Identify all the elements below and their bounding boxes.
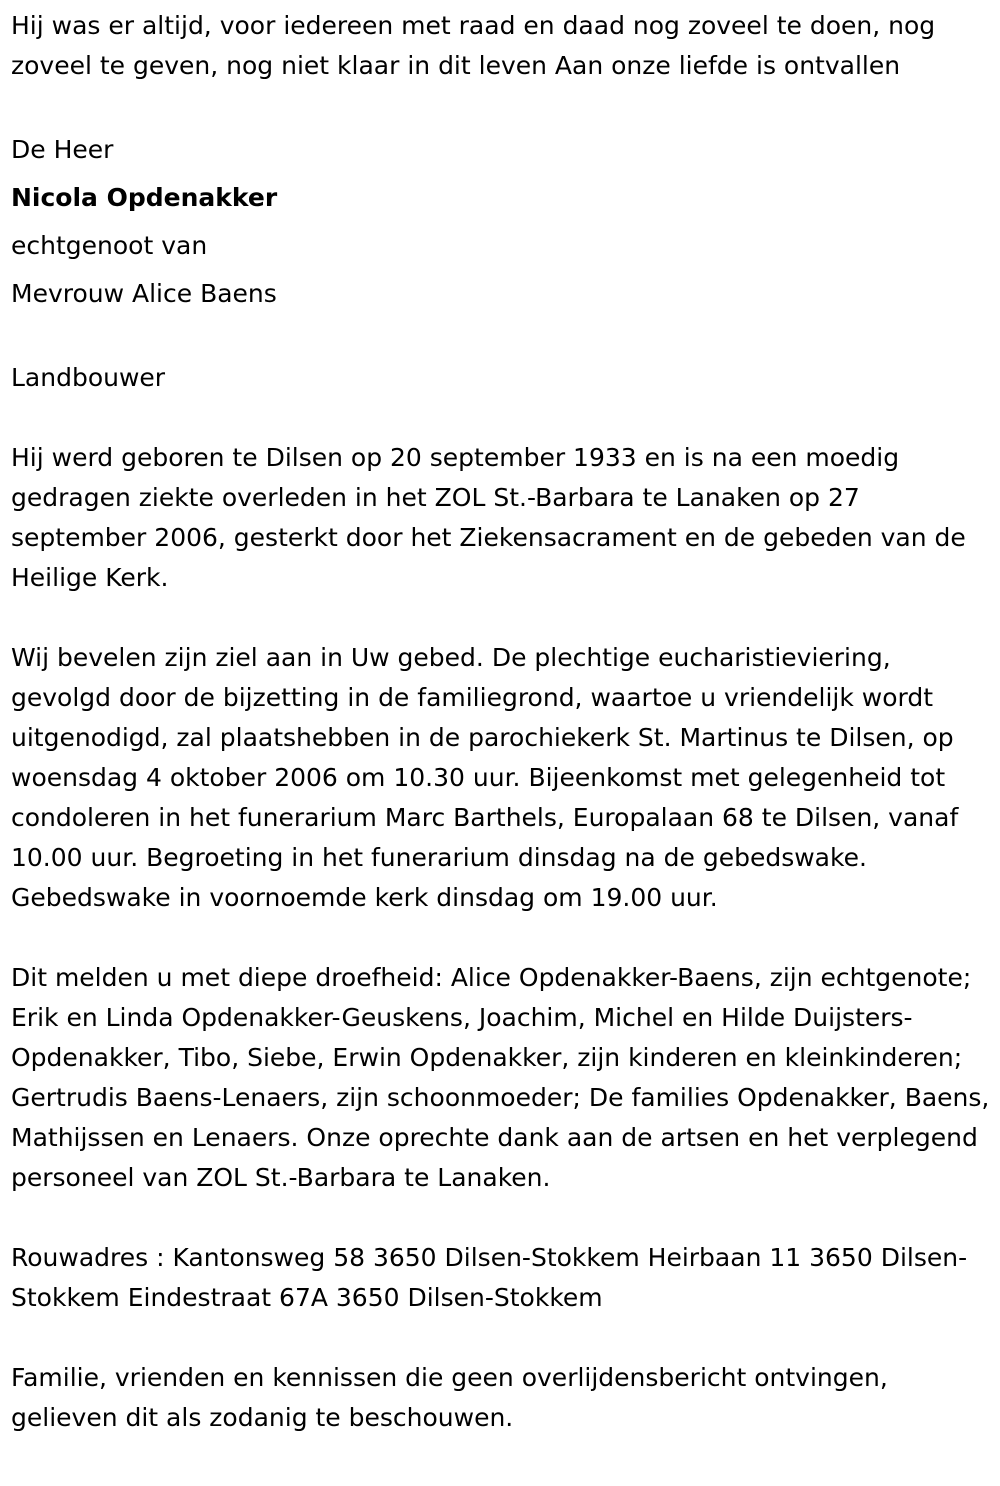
family-paragraph: Dit melden u met diepe droefheid: Alice Opdenakker-Baens, zijn echtgenote; Erik en Linda Opdenakker-Geuskens, Joachim, Michel en Hilde Duijsters-Opdenakker, Tibo, Siebe, Erwin Opdenakker, zijn kinderen en kleinkinderen; Gertrudis Baens-Lenaers, zijn schoonmoeder; De families Opdenakker, Baens, Mathijssen en Lenaers. Onze oprechte dank aan de artsen en het verplegend personeel van ZOL St.-Barbara te Lanaken. <box>11 963 990 1192</box>
spouse-prefix: echtgenoot van <box>11 231 208 260</box>
address-paragraph: Rouwadres : Kantonsweg 58 3650 Dilsen-Stokkem Heirbaan 11 3650 Dilsen-Stokkem Eindestraat 67A 3650 Dilsen-Stokkem <box>11 1243 968 1312</box>
ceremony-paragraph: Wij bevelen zijn ziel aan in Uw gebed. De plechtige eucharistieviering, gevolgd door de bijzetting in de familiegrond, waartoe u vriendelijk wordt uitgenodigd, zal plaatshebben in de parochiekerk St. Martinus te Dilsen, op woensdag 4 oktober 2006 om 10.30 uur. Bijeenkomst met gelegenheid tot condoleren in het funerarium Marc Barthels, Europalaan 68 te Dilsen, vanaf 10.00 uur. Begroeting in het funerarium dinsdag na de gebedswake. Gebedswake in voornoemde kerk dinsdag om 19.00 uur. <box>11 643 959 912</box>
closing-paragraph: Familie, vrienden en kennissen die geen overlijdensbericht ontvingen, gelieven dit als zodanig te beschouwen. <box>11 1363 888 1432</box>
birth-death-paragraph: Hij werd geboren te Dilsen op 20 september 1933 en is na een moedig gedragen ziekte overleden in het ZOL St.-Barbara te Lanaken op 27 september 2006, gesterkt door het Ziekensacrament en de gebeden van de Heilige Kerk. <box>11 443 966 592</box>
intro-text: Hij was er altijd, voor iedereen met raad en daad nog zoveel te doen, nog zoveel te geven, nog niet klaar in dit leven Aan onze liefde is ontvallen <box>11 11 936 80</box>
profession: Landbouwer <box>11 363 166 392</box>
salutation: De Heer <box>11 135 114 164</box>
spouse-name: Mevrouw Alice Baens <box>11 279 277 308</box>
deceased-name: Nicola Opdenakker <box>11 183 278 212</box>
